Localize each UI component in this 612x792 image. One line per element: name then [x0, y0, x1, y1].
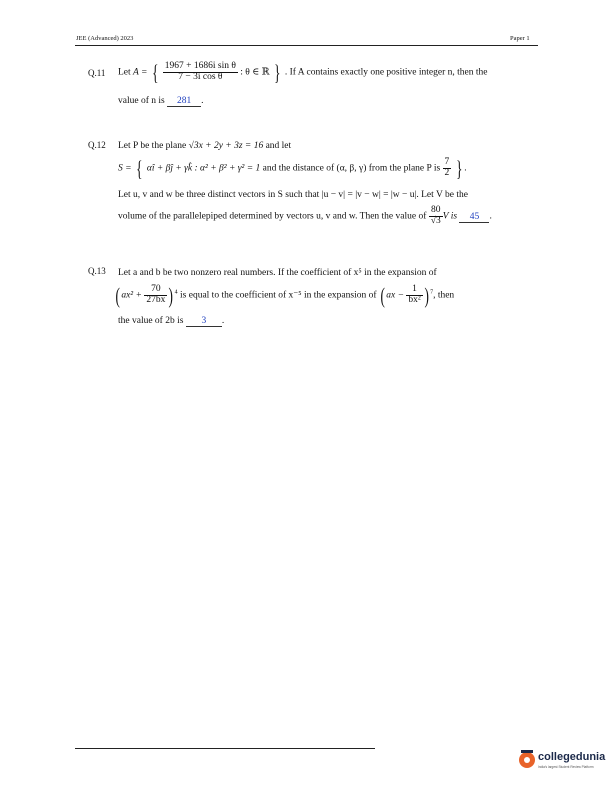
q11-fraction: $\frac{\text{1967 + 1686i sin θ}}{\text{7 − 3i cos θ}}$ [164, 61, 236, 82]
question-12-line-1: Let P be the plane √3x + 2y + 3z = 16 and let [118, 141, 292, 151]
q12-coefficient-fraction: $\frac{80}{√3}$ [430, 205, 441, 226]
q13-expansion-1-fraction: $\frac{70}{27bx}$ [146, 284, 166, 305]
question-13-line-1: Let a and b be two nonzero real numbers. If the coefficient of x⁵ in the expansion of [118, 268, 437, 278]
question-11-line-2: value of n is 281 . [118, 96, 204, 106]
header-left: JEE (Advanced) 2023 [76, 35, 134, 42]
question-12-line-4: volume of the parallelepiped determined by vectors u, v and w. Then the value of $\frac{80}{√3}$ V is 45 . [118, 205, 492, 226]
q12-answer: 45 [459, 212, 489, 223]
footer-rule [75, 748, 375, 749]
header-right: Paper 1 [510, 35, 530, 42]
q13-answer: 3 [186, 316, 222, 327]
question-13-line-2: (ax² + $\frac{70}{27bx}$ )$^4$ is equal to the coefficient of x⁻⁵ in the expansion of (ax − $\frac{1}{\text{bx²}}$ )$^7$, then [115, 282, 455, 308]
question-number-11: Q.11 [88, 68, 106, 78]
header-rule [75, 45, 538, 46]
question-12-line-2: S = { αî + βĵ + γk̂ : α² + β² + γ² = 1 and the distance of (α, β, γ) from the plane P is $\frac{7}{2}$ } . [118, 155, 467, 181]
question-number-13: Q.13 [88, 266, 106, 276]
collegedunia-logo [517, 745, 612, 775]
logo-tagline: India's largest Student Review Platform [538, 765, 594, 769]
question-12-line-3: Let u, v and w be three distinct vectors in S such that |u − v| = |v − w| = |w − u|. Let V be the [118, 190, 468, 200]
q12-distance-fraction: $\frac{7}{2}$ [444, 157, 450, 178]
q13-expansion-2-fraction: $\frac{1}{\text{bx²}}$ [408, 284, 421, 305]
question-13-line-3: the value of 2b is 3 . [118, 316, 225, 326]
logo-text: collegedunia [538, 751, 606, 763]
question-11-line-1: Let A = { $\frac{\text{1967 + 1686i sin θ}}{\text{7 − 3i cos θ}}$ : θ ∈ ℝ } . If A contains exactly one positive integer n, then the [118, 59, 488, 85]
question-number-12: Q.12 [88, 140, 106, 150]
q11-answer: 281 [167, 96, 201, 107]
